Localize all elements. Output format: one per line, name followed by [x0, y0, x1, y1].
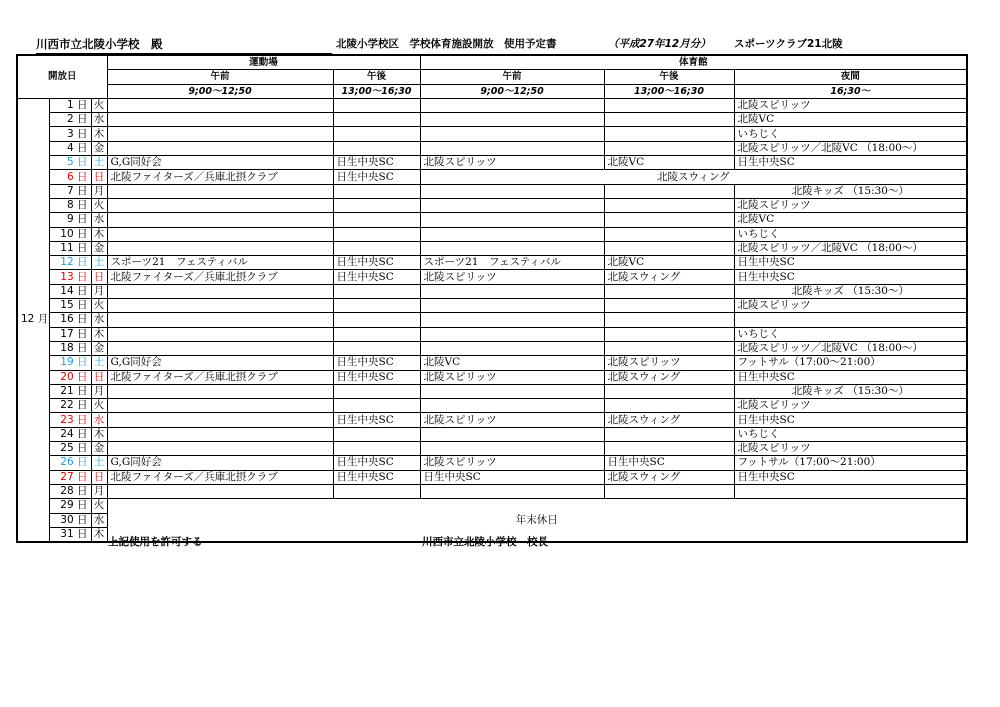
- day-cell: 29 日: [49, 499, 91, 513]
- gym-am-cell: [420, 98, 604, 112]
- ground-am-cell: [107, 427, 333, 441]
- weekday-cell: 火: [91, 499, 107, 513]
- gym-am-cell: [420, 141, 604, 155]
- gym-night-cell: 北陵スピリッツ: [734, 98, 967, 112]
- day-cell: 1 日: [49, 98, 91, 112]
- schedule-table: [16, 54, 968, 543]
- gym-pm-cell: [604, 427, 734, 441]
- gym-pm-cell: [604, 127, 734, 141]
- ground-pm-cell: [333, 98, 420, 112]
- schedule-row: [17, 299, 967, 313]
- ground-am-cell: [107, 384, 333, 398]
- weekday-cell: 木: [91, 127, 107, 141]
- day-cell: 21 日: [49, 384, 91, 398]
- gym-night-cell: 日生中央SC: [734, 156, 967, 170]
- weekday-cell: 金: [91, 442, 107, 456]
- gym-night-cell: 日生中央SC: [734, 413, 967, 427]
- schedule-row: [17, 470, 967, 484]
- gym-am-cell: 北陵スピリッツ: [420, 456, 604, 470]
- weekday-cell: 木: [91, 427, 107, 441]
- day-cell: 30 日: [49, 513, 91, 527]
- gym-am-cell: [420, 184, 604, 198]
- schedule-row: [17, 327, 967, 341]
- gym-night-cell: [734, 484, 967, 498]
- day-cell: 14 日: [49, 284, 91, 298]
- gym-am-cell: [420, 284, 604, 298]
- gym-am-time: 9;00～12;50: [420, 84, 604, 98]
- day-cell: 17 日: [49, 327, 91, 341]
- gym-am-cell: [420, 227, 604, 241]
- gym-am-cell: 北陵スピリッツ: [420, 156, 604, 170]
- day-cell: 26 日: [49, 456, 91, 470]
- gym-night-cell: 北陵スピリッツ: [734, 198, 967, 212]
- weekday-cell: 金: [91, 341, 107, 355]
- weekday-cell: 月: [91, 184, 107, 198]
- gym-am-cell: [420, 399, 604, 413]
- schedule-row: [17, 456, 967, 470]
- gym-pm-cell: [604, 227, 734, 241]
- day-cell: 16 日: [49, 313, 91, 327]
- ground-pm-cell: [333, 198, 420, 212]
- weekday-cell: 月: [91, 484, 107, 498]
- ground-pm-cell: 日生中央SC: [333, 156, 420, 170]
- ground-am-cell: [107, 413, 333, 427]
- schedule-row: [17, 284, 967, 298]
- gym-am-cell: 日生中央SC: [420, 470, 604, 484]
- schedule-row: [17, 399, 967, 413]
- club-name: スポーツクラブ21北陵: [734, 38, 843, 50]
- weekday-cell: 水: [91, 113, 107, 127]
- gym-night-cell: [734, 313, 967, 327]
- ground-pm-cell: [333, 427, 420, 441]
- ground-header: 運動場: [107, 55, 420, 70]
- ground-am-cell: [107, 484, 333, 498]
- gym-pm-cell: 北陵スウィング: [604, 270, 734, 284]
- day-cell: 24 日: [49, 427, 91, 441]
- gym-night-cell: いちじく: [734, 327, 967, 341]
- gym-night-cell: 北陵VC: [734, 213, 967, 227]
- weekday-cell: 木: [91, 327, 107, 341]
- gym-am-cell: 北陵VC: [420, 356, 604, 370]
- day-cell: 10 日: [49, 227, 91, 241]
- gym-am-cell: [420, 313, 604, 327]
- day-cell: 15 日: [49, 299, 91, 313]
- gym-pm-cell: [604, 241, 734, 255]
- gym-night-cell: 北陵キッズ （15:30～）: [734, 284, 967, 298]
- gym-am-cell: [420, 384, 604, 398]
- day-cell: 25 日: [49, 442, 91, 456]
- gym-night-cell: いちじく: [734, 427, 967, 441]
- gym-pm-cell: [604, 213, 734, 227]
- gym-am-cell: [420, 341, 604, 355]
- ground-am-cell: [107, 341, 333, 355]
- gym-am-cell: 北陵スピリッツ: [420, 370, 604, 384]
- weekday-cell: 日: [91, 270, 107, 284]
- ground-pm-cell: [333, 484, 420, 498]
- gym-pm-cell: 北陵VC: [604, 256, 734, 270]
- schedule-row: [17, 156, 967, 170]
- gym-am-cell: [420, 241, 604, 255]
- ground-am-time: 9;00～12;50: [107, 84, 333, 98]
- day-cell: 8 日: [49, 198, 91, 212]
- ground-am-cell: [107, 113, 333, 127]
- gym-night-cell: 日生中央SC: [734, 270, 967, 284]
- gym-am-cell: スポーツ21 フェスティバル: [420, 256, 604, 270]
- weekday-cell: 土: [91, 356, 107, 370]
- gym-pm-cell: [604, 399, 734, 413]
- ground-am-cell: [107, 141, 333, 155]
- day-cell: 19 日: [49, 356, 91, 370]
- gym-night-cell: フットサル（17:00～21:00）: [734, 356, 967, 370]
- gym-am-cell: [420, 484, 604, 498]
- schedule-row: [17, 256, 967, 270]
- gym-night-cell: 日生中央SC: [734, 256, 967, 270]
- ground-am-cell: 北陵ファイターズ／兵庫北摂クラブ: [107, 370, 333, 384]
- ground-am-cell: [107, 127, 333, 141]
- day-cell: 31 日: [49, 527, 91, 542]
- gym-pm-cell: [604, 313, 734, 327]
- weekday-cell: 水: [91, 413, 107, 427]
- gym-night-cell: 北陵スピリッツ: [734, 299, 967, 313]
- gym-pm-cell: [604, 299, 734, 313]
- gym-pm-cell: [604, 384, 734, 398]
- ground-pm-cell: 日生中央SC: [333, 456, 420, 470]
- schedule-row: [17, 370, 967, 384]
- weekday-cell: 水: [91, 313, 107, 327]
- day-cell: 11 日: [49, 241, 91, 255]
- gym-am-cell: [420, 427, 604, 441]
- gym-header: 体育館: [420, 55, 967, 70]
- weekday-cell: 日: [91, 470, 107, 484]
- ground-pm-cell: 日生中央SC: [333, 370, 420, 384]
- gym-pm-cell: 北陵スウィング: [604, 470, 734, 484]
- day-cell: 28 日: [49, 484, 91, 498]
- gym-night-cell: フットサル（17:00～21:00）: [734, 456, 967, 470]
- ground-am-cell: [107, 327, 333, 341]
- ground-pm-cell: [333, 313, 420, 327]
- gym-night-cell: 北陵スピリッツ: [734, 399, 967, 413]
- permission-note: 上記使用を許可する: [108, 536, 203, 548]
- ground-pm-cell: [333, 327, 420, 341]
- schedule-row: [17, 484, 967, 498]
- ground-pm-cell: [333, 141, 420, 155]
- gym-am-cell: 北陵スピリッツ: [420, 413, 604, 427]
- open-day-header: 開放日: [17, 55, 107, 98]
- gym-night-time: 16;30～: [734, 84, 967, 98]
- day-cell: 22 日: [49, 399, 91, 413]
- ground-am-cell: 北陵ファイターズ／兵庫北摂クラブ: [107, 170, 333, 184]
- gym-am-cell: [420, 198, 604, 212]
- document-title: 北陵小学校区 学校体育施設開放 使用予定書: [336, 38, 557, 50]
- gym-pm-cell: 北陵スピリッツ: [604, 356, 734, 370]
- gym-am-cell: [420, 213, 604, 227]
- day-cell: 20 日: [49, 370, 91, 384]
- weekday-cell: 月: [91, 284, 107, 298]
- day-cell: 3 日: [49, 127, 91, 141]
- ground-am-cell: [107, 213, 333, 227]
- gym-pm-cell: 日生中央SC: [604, 456, 734, 470]
- ground-am-cell: [107, 241, 333, 255]
- weekday-cell: 日: [91, 170, 107, 184]
- ground-am-cell: 北陵ファイターズ／兵庫北摂クラブ: [107, 270, 333, 284]
- schedule-row: [17, 227, 967, 241]
- day-cell: 27 日: [49, 470, 91, 484]
- ground-pm-cell: [333, 384, 420, 398]
- schedule-row: [17, 141, 967, 155]
- ground-pm-cell: [333, 399, 420, 413]
- addressee: 川西市立北陵小学校 殿: [36, 36, 332, 54]
- schedule-row: [17, 313, 967, 327]
- ground-pm-cell: [333, 113, 420, 127]
- gym-pm-cell: 北陵スウィング: [604, 370, 734, 384]
- day-cell: 13 日: [49, 270, 91, 284]
- weekday-cell: 火: [91, 98, 107, 112]
- gym-pm-cell: [604, 184, 734, 198]
- gym-night-cell: 北陵キッズ （15:30～）: [734, 384, 967, 398]
- schedule-row: [17, 442, 967, 456]
- schedule-row: [17, 241, 967, 255]
- ground-am-cell: G,G同好会: [107, 356, 333, 370]
- schedule-row: [17, 127, 967, 141]
- gym-night-cell: 北陵スピリッツ／北陵VC （18:00～）: [734, 341, 967, 355]
- ground-pm-cell: [333, 213, 420, 227]
- schedule-row: [17, 170, 967, 184]
- ground-pm-cell: [333, 341, 420, 355]
- weekday-cell: 日: [91, 370, 107, 384]
- schedule-row: [17, 427, 967, 441]
- gym-pm-cell: [604, 98, 734, 112]
- ground-pm-time: 13;00～16;30: [333, 84, 420, 98]
- ground-am-cell: [107, 442, 333, 456]
- schedule-row: [17, 98, 967, 112]
- weekday-cell: 火: [91, 198, 107, 212]
- gym-pm-cell: [604, 141, 734, 155]
- ground-pm-cell: 日生中央SC: [333, 270, 420, 284]
- weekday-cell: 水: [91, 513, 107, 527]
- ground-am-cell: スポーツ21 フェスティバル: [107, 256, 333, 270]
- gym-night-cell: 北陵スピリッツ／北陵VC （18:00～）: [734, 141, 967, 155]
- ground-am-cell: [107, 399, 333, 413]
- day-cell: 9 日: [49, 213, 91, 227]
- day-cell: 12 日: [49, 256, 91, 270]
- ground-pm-cell: 日生中央SC: [333, 356, 420, 370]
- ground-am-cell: [107, 299, 333, 313]
- month-cell: 12 月: [17, 98, 49, 542]
- ground-pm-cell: 日生中央SC: [333, 170, 420, 184]
- ground-am-header: 午前: [107, 70, 333, 84]
- gym-night-cell: いちじく: [734, 227, 967, 241]
- weekday-cell: 木: [91, 527, 107, 542]
- ground-am-cell: 北陵ファイターズ／兵庫北摂クラブ: [107, 470, 333, 484]
- gym-pm-cell: [604, 198, 734, 212]
- ground-pm-cell: [333, 127, 420, 141]
- weekday-cell: 金: [91, 241, 107, 255]
- gym-am-cell: [420, 442, 604, 456]
- gym-pm-time: 13;00～16;30: [604, 84, 734, 98]
- day-cell: 18 日: [49, 341, 91, 355]
- schedule-row: [17, 213, 967, 227]
- schedule-row: [17, 413, 967, 427]
- gym-night-cell: 北陵VC: [734, 113, 967, 127]
- day-cell: 5 日: [49, 156, 91, 170]
- gym-pm-cell: [604, 113, 734, 127]
- ground-pm-cell: [333, 241, 420, 255]
- day-cell: 4 日: [49, 141, 91, 155]
- ground-pm-cell: 日生中央SC: [333, 413, 420, 427]
- day-cell: 23 日: [49, 413, 91, 427]
- weekday-cell: 火: [91, 399, 107, 413]
- gym-am-cell: [420, 113, 604, 127]
- gym-pm-cell: [604, 484, 734, 498]
- gym-span-cell: 北陵スウィング: [420, 170, 967, 184]
- schedule-row: [17, 270, 967, 284]
- gym-am-cell: [420, 299, 604, 313]
- ground-pm-cell: [333, 227, 420, 241]
- ground-am-cell: [107, 227, 333, 241]
- weekday-cell: 土: [91, 456, 107, 470]
- ground-am-cell: [107, 198, 333, 212]
- period: （平成27年12月分）: [608, 38, 711, 50]
- weekday-cell: 火: [91, 299, 107, 313]
- ground-pm-cell: [333, 184, 420, 198]
- gym-night-cell: 日生中央SC: [734, 370, 967, 384]
- schedule-row: [17, 356, 967, 370]
- weekday-cell: 土: [91, 156, 107, 170]
- day-cell: 2 日: [49, 113, 91, 127]
- gym-night-cell: 北陵キッズ （15:30～）: [734, 184, 967, 198]
- weekday-cell: 月: [91, 384, 107, 398]
- gym-pm-cell: [604, 442, 734, 456]
- ground-am-cell: [107, 313, 333, 327]
- gym-night-header: 夜間: [734, 70, 967, 84]
- schedule-row: [17, 499, 967, 513]
- ground-pm-cell: 日生中央SC: [333, 470, 420, 484]
- gym-pm-cell: [604, 341, 734, 355]
- ground-am-cell: G,G同好会: [107, 156, 333, 170]
- holiday-cell: 年末休日: [107, 499, 967, 542]
- weekday-cell: 金: [91, 141, 107, 155]
- gym-night-cell: いちじく: [734, 127, 967, 141]
- ground-pm-cell: [333, 442, 420, 456]
- gym-pm-cell: 北陵スウィング: [604, 413, 734, 427]
- gym-pm-cell: [604, 327, 734, 341]
- weekday-cell: 土: [91, 256, 107, 270]
- day-cell: 7 日: [49, 184, 91, 198]
- schedule-row: [17, 184, 967, 198]
- schedule-row: [17, 384, 967, 398]
- ground-pm-cell: [333, 284, 420, 298]
- gym-am-cell: [420, 127, 604, 141]
- schedule-row: [17, 198, 967, 212]
- gym-am-cell: [420, 327, 604, 341]
- schedule-row: [17, 113, 967, 127]
- gym-am-cell: 北陵スピリッツ: [420, 270, 604, 284]
- ground-am-cell: [107, 98, 333, 112]
- gym-night-cell: 北陵スピリッツ／北陵VC （18:00～）: [734, 241, 967, 255]
- gym-pm-header: 午後: [604, 70, 734, 84]
- gym-am-header: 午前: [420, 70, 604, 84]
- ground-pm-cell: [333, 299, 420, 313]
- ground-am-cell: [107, 184, 333, 198]
- principal-signature: 川西市立北陵小学校 校長: [422, 536, 548, 548]
- ground-am-cell: G,G同好会: [107, 456, 333, 470]
- day-cell: 6 日: [49, 170, 91, 184]
- ground-pm-cell: 日生中央SC: [333, 256, 420, 270]
- gym-pm-cell: [604, 284, 734, 298]
- gym-night-cell: 日生中央SC: [734, 470, 967, 484]
- ground-pm-header: 午後: [333, 70, 420, 84]
- weekday-cell: 木: [91, 227, 107, 241]
- ground-am-cell: [107, 284, 333, 298]
- gym-pm-cell: 北陵VC: [604, 156, 734, 170]
- weekday-cell: 水: [91, 213, 107, 227]
- gym-night-cell: 北陵スピリッツ: [734, 442, 967, 456]
- schedule-row: [17, 341, 967, 355]
